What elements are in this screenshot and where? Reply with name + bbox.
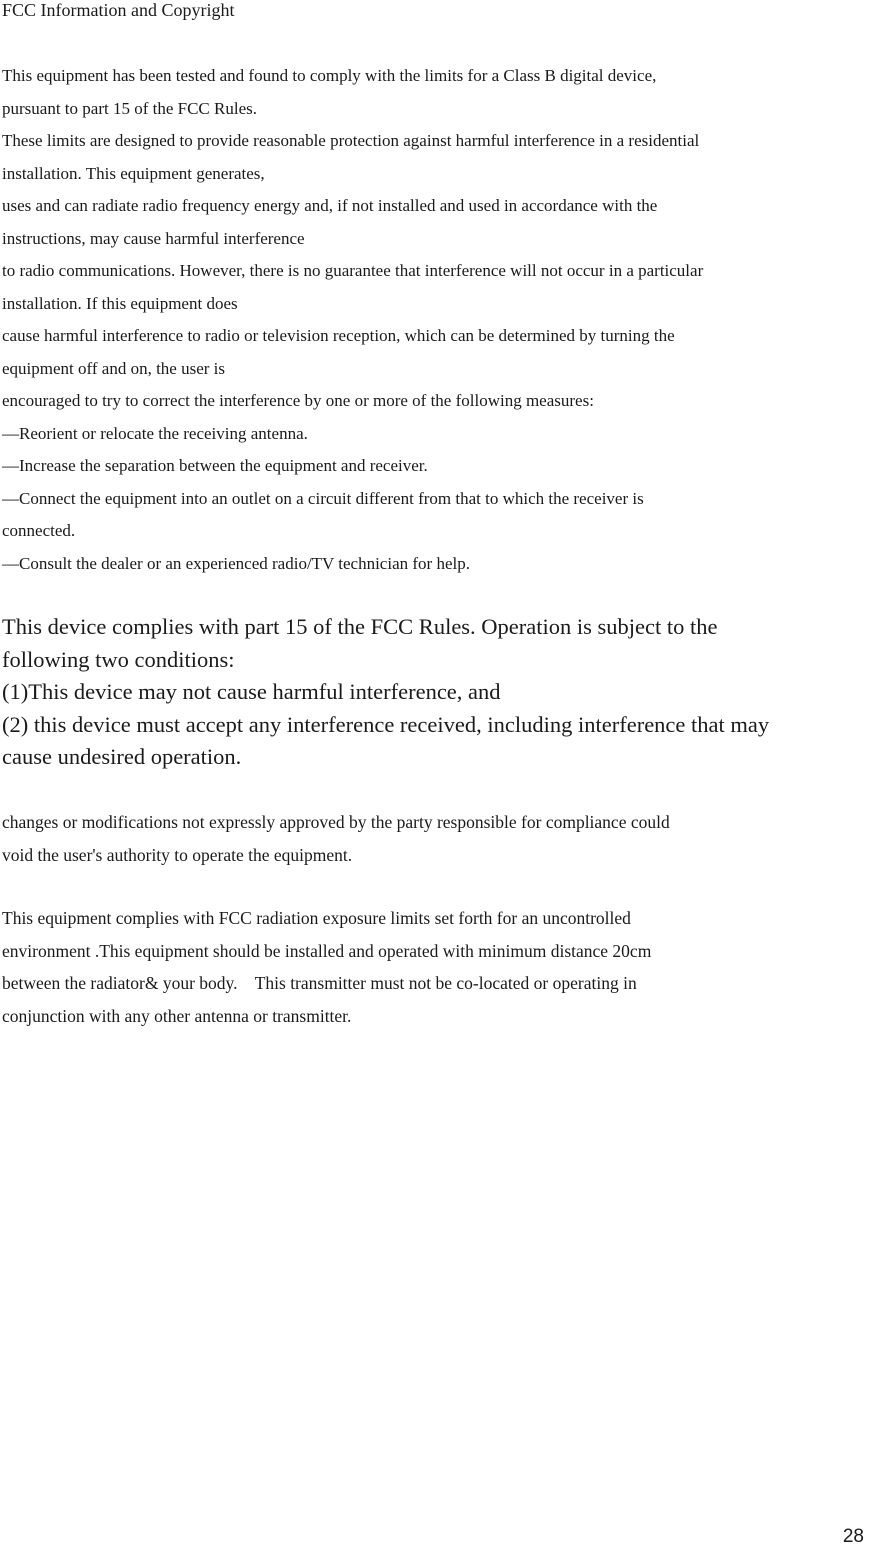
condition-item: (1)This device may not cause harmful interference, and [2, 679, 501, 704]
modifications-warning-paragraph [2, 806, 870, 871]
text-line: between the radiator& your body. This transmitter must not be co-located or operating in [2, 973, 637, 993]
text-line: encouraged to try to correct the interference by one or more of the following measures: [2, 391, 594, 410]
text-line: These limits are designed to provide reasonable protection against harmful interference in a residential [2, 131, 700, 150]
measure-item: —Reorient or relocate the receiving antenna. [2, 423, 308, 443]
text-line: changes or modifications not expressly approved by the party responsible for compliance could [2, 812, 670, 832]
text-line: conjunction with any other antenna or transmitter. [2, 1005, 352, 1026]
text-line: This equipment has been tested and found to comply with the limits for a Class B digital device, [2, 66, 657, 85]
text-line: instructions, may cause harmful interference [2, 228, 305, 248]
part15-conditions-paragraph [2, 611, 870, 774]
text-line: cause undesired operation. [2, 744, 242, 769]
measure-item: —Consult the dealer or an experienced radio/TV technician for help. [2, 553, 470, 573]
document-heading: FCC Information and Copyright [2, 0, 235, 20]
text-line: uses and can radiate radio frequency energy and, if not installed and used in accordance with the [2, 196, 658, 215]
text-line: environment .This equipment should be installed and operated with minimum distance 20cm [2, 940, 652, 961]
text-line: following two conditions: [2, 646, 235, 672]
condition-item: (2) this device must accept any interference received, including interference that may [2, 711, 770, 737]
page-number: 28 [842, 1526, 864, 1547]
text-line: installation. If this equipment does [2, 293, 238, 313]
text-line: connected. [2, 521, 76, 540]
text-line: cause harmful interference to radio or television reception, which can be determined by turning the [2, 326, 675, 345]
text-line: void the user's authority to operate the equipment. [2, 844, 353, 865]
text-line: This equipment complies with FCC radiation exposure limits set forth for an uncontrolled [2, 908, 631, 928]
radiation-exposure-paragraph [2, 902, 870, 1032]
measure-item: —Increase the separation between the equipment and receiver. [2, 456, 428, 475]
text-line: equipment off and on, the user is [2, 358, 226, 378]
measure-item: —Connect the equipment into an outlet on a circuit different from that to which the receiver is [2, 488, 644, 508]
text-line: to radio communications. However, there is no guarantee that interference will not occur in a particular [2, 261, 704, 280]
text-line: pursuant to part 15 of the FCC Rules. [2, 98, 257, 118]
fcc-compliance-paragraph [2, 60, 870, 580]
text-line: installation. This equipment generates, [2, 163, 265, 183]
text-line: This device complies with part 15 of the FCC Rules. Operation is subject to the [2, 614, 718, 639]
